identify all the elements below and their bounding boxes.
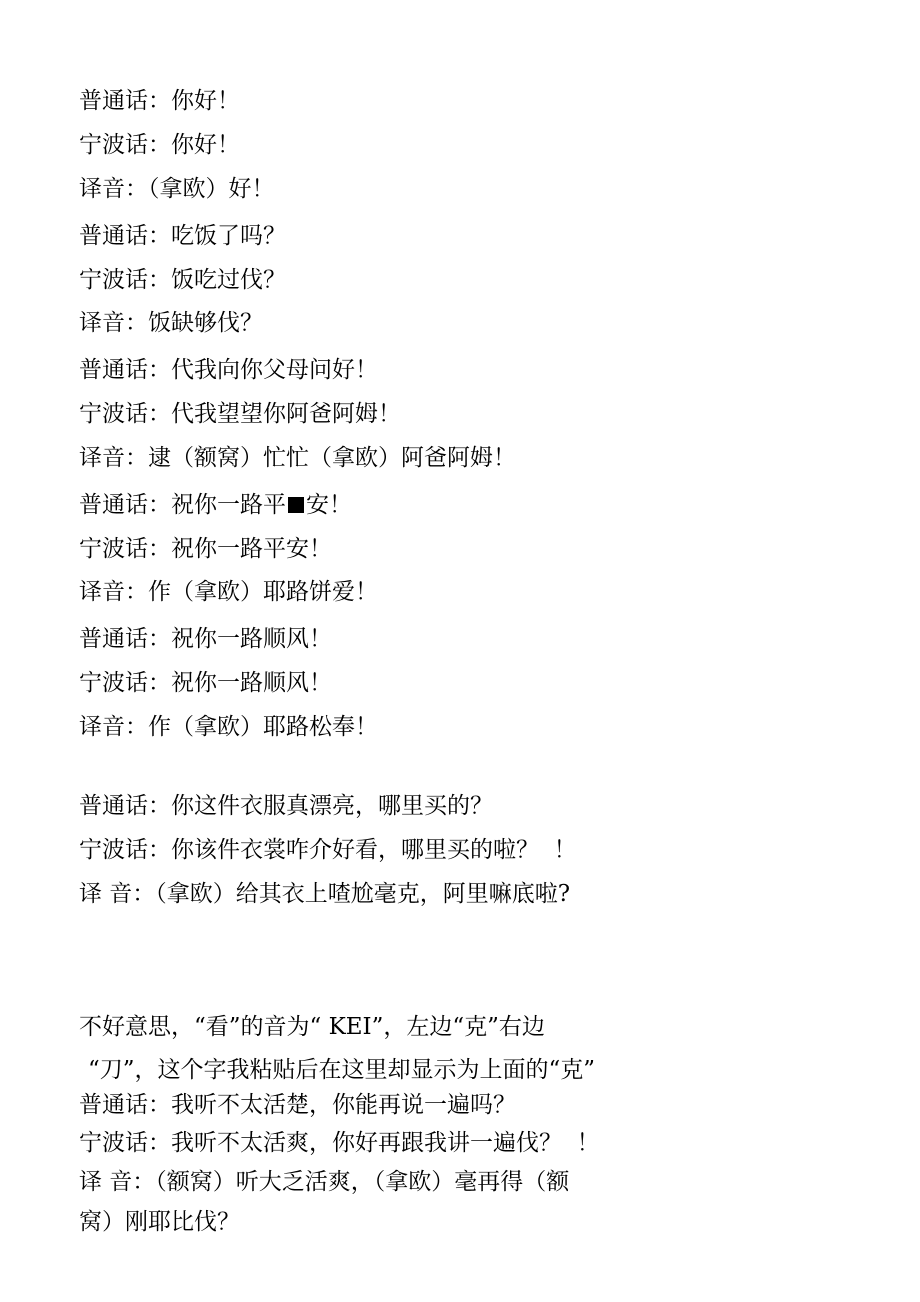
mandarin-line: 普通话：祝你一路顺风！ <box>79 626 332 652</box>
ningbo-line: 宁波话：祝你一路顺风！ <box>79 670 332 696</box>
pronunciation-line: 译音：（拿欧）好！ <box>79 176 275 202</box>
ningbo-line: 宁波话：你好！ <box>79 132 240 158</box>
pronunciation-line: 译音：作（拿欧）耶路饼爱！ <box>79 579 378 605</box>
mandarin-text-a: 普通话：祝你一路平 <box>79 492 286 518</box>
pronunciation-line: 译 音：（额窝）听大乏活爽，（拿欧）毫再得（额 <box>79 1169 570 1195</box>
mandarin-line: 普通话：你这件衣服真漂亮，哪里买的？ <box>79 793 493 819</box>
mandarin-line: 普通话：吃饭了吗？ <box>79 223 286 249</box>
note-line: 不好意思，“看”的音为“ KEI”，左边“克”右边 <box>79 1014 545 1040</box>
pronunciation-line: 译音：逮（额窝）忙忙（拿欧）阿爸阿姆！ <box>79 445 516 471</box>
ningbo-line: 宁波话：饭吃过伐？ <box>79 267 286 293</box>
mandarin-text-b: 安！ <box>306 492 352 518</box>
mandarin-line <box>79 490 352 520</box>
mandarin-line: 普通话：我听不太活楚，你能再说一遍吗？ <box>79 1092 516 1118</box>
mandarin-line: 普通话：代我向你父母问好！ <box>79 357 378 383</box>
ningbo-line: 宁波话：你该件衣裳咋介好看，哪里买的啦？ ！ <box>79 837 577 863</box>
pronunciation-line: 译 音：（拿欧）给其衣上喳尬毫克，阿里嘛底啦? <box>79 881 571 907</box>
pronunciation-line: 译音：饭缺够伐？ <box>79 310 263 336</box>
ningbo-line: 宁波话：代我望望你阿爸阿姆！ <box>79 401 401 427</box>
pronunciation-line: 译音：作（拿欧）耶路松奉！ <box>79 714 378 740</box>
ningbo-line: 宁波话：祝你一路平安！ <box>79 536 332 562</box>
ningbo-line: 宁波话：我听不太活爽，你好再跟我讲一遍伐？ ！ <box>79 1130 600 1156</box>
mandarin-line: 普通话：你好！ <box>79 88 240 114</box>
pronunciation-line-continued: 窝）刚耶比伐？ <box>79 1209 240 1235</box>
black-square-glyph <box>288 497 304 513</box>
note-line: “刀”，这个字我粘贴后在这里却显示为上面的“克” <box>88 1057 596 1083</box>
